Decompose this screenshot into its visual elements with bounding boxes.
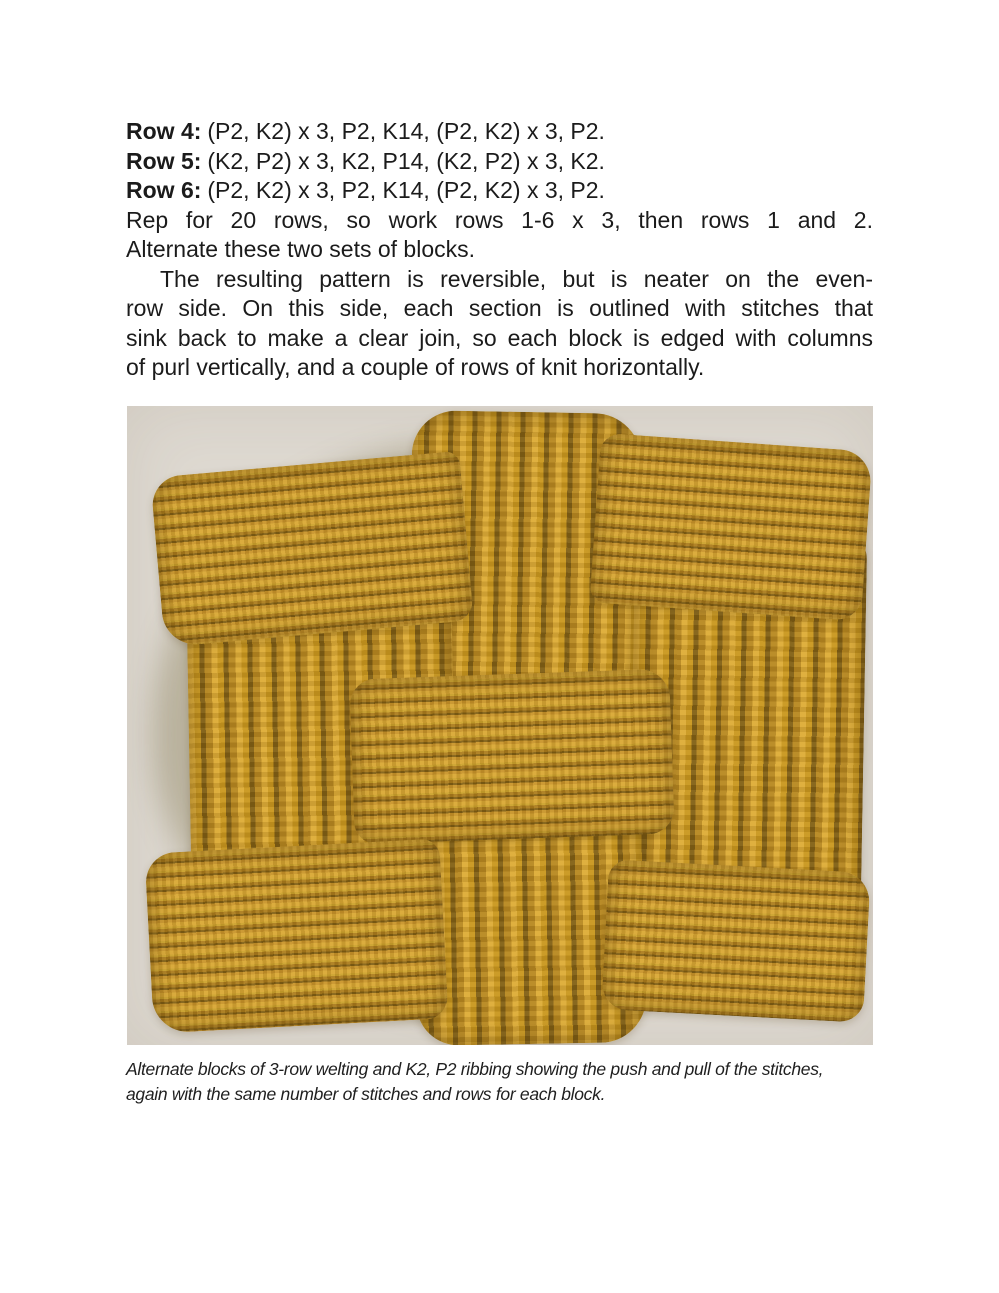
paragraph-line-3: sink back to make a clear join, so each block is edged with columns	[126, 324, 873, 351]
welt-block-center	[349, 668, 675, 844]
pattern-row-6	[126, 176, 873, 206]
repeat-note-line-1: Rep for 20 rows, so work rows 1-6 x 3, then rows 1 and 2.	[126, 206, 873, 233]
pattern-row-4	[126, 117, 873, 147]
welt-block-top-left	[150, 451, 474, 647]
swatch-photo	[127, 406, 873, 1045]
row-5-text: (K2, P2) x 3, K2, P14, (K2, P2) x 3, K2.	[207, 147, 605, 174]
photo-caption	[126, 1057, 906, 1106]
welt-block-bottom-right	[601, 859, 870, 1023]
paragraph-line-4: of purl vertically, and a couple of rows of knit horizontally.	[126, 354, 705, 380]
row-4-label: Row 4:	[126, 118, 202, 144]
caption-line-1: Alternate blocks of 3-row welting and K2, P2 ribbing showing the push and pull of the stitches,	[126, 1059, 824, 1079]
welt-block-top-right	[589, 433, 872, 622]
caption-line-2: again with the same number of stitches and rows for each block.	[126, 1083, 606, 1104]
pattern-instructions	[126, 117, 873, 383]
pattern-row-5	[126, 147, 873, 177]
row-5-label: Row 5:	[126, 147, 202, 174]
paragraph-line-2: row side. On this side, each section is outlined with stitches that	[126, 295, 873, 321]
row-6-text: (P2, K2) x 3, P2, K14, (P2, K2) x 3, P2.	[207, 177, 605, 203]
welt-block-bottom-left	[144, 838, 448, 1033]
row-4-text: (P2, K2) x 3, P2, K14, (P2, K2) x 3, P2.	[207, 118, 605, 144]
paragraph-line-1: The resulting pattern is reversible, but is neater on the even-	[160, 265, 873, 292]
repeat-note-line-2: Alternate these two sets of blocks.	[126, 236, 476, 262]
row-6-label: Row 6:	[126, 177, 202, 203]
